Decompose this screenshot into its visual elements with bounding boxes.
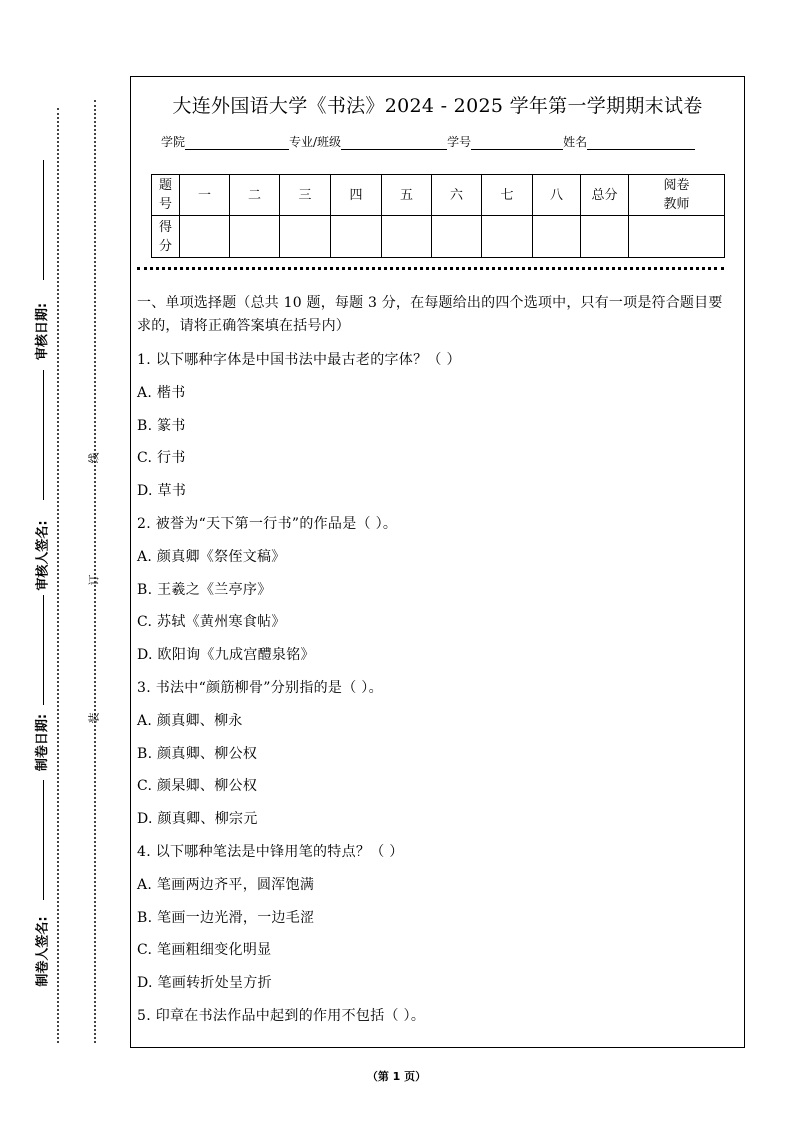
col-8: 八 [533,175,581,216]
answer-option: C. 行书 [137,450,186,467]
maker-sign-label: 制卷人签名: [35,916,51,987]
answer-option: B. 王羲之《兰亭序》 [137,581,272,598]
answer-option: D. 颜真卿、柳宗元 [137,811,258,828]
score-cell[interactable] [230,216,280,258]
answer-option: C. 笔画粗细变化明显 [137,942,272,959]
answer-option: C. 颜杲卿、柳公权 [137,778,258,795]
question-stem: 4. 以下哪种笔法是中锋用笔的特点？（ ） [137,843,404,860]
name-field[interactable] [587,137,695,150]
college-label: 学院 [161,135,186,149]
binding-dotted-line [94,100,96,1043]
col-2: 二 [230,175,280,216]
student-id-label: 学号 [447,135,472,149]
question-no-label: 题 号 [152,175,180,216]
binding-char-zhuang: 装 [87,712,101,724]
name-label: 姓名 [563,135,588,149]
score-cell[interactable] [581,216,629,258]
score-cell[interactable] [629,216,725,258]
answer-option: D. 草书 [137,483,187,500]
binding-char-ding: 订 [87,574,101,586]
col-total: 总分 [581,175,629,216]
score-cell[interactable] [432,216,482,258]
col-6: 六 [432,175,482,216]
score-value-row [152,216,725,258]
score-cell[interactable] [533,216,581,258]
make-date-label: 制卷日期: [35,713,51,772]
review-date-line [43,160,44,280]
answer-option: A. 颜真卿、柳永 [137,712,243,729]
answer-option: B. 笔画一边光滑，一边毛涩 [137,909,315,926]
score-cell[interactable] [482,216,533,258]
question-stem: 1. 以下哪种字体是中国书法中最古老的字体？（ ） [137,352,461,368]
col-1: 一 [180,175,230,216]
cut-dotted-line [57,108,59,1043]
answer-option: A. 楷书 [137,384,186,401]
question-stem: 2. 被誉为“天下第一行书”的作品是（ ）。 [137,515,398,532]
question-stem: 5. 印章在书法作品中起到的作用不包括（ ）。 [137,1007,426,1024]
question-stem: 3. 书法中“颜筋柳骨”分别指的是（ ）。 [137,679,383,696]
major-class-label: 专业/班级 [289,135,342,149]
score-label: 得 分 [152,216,180,258]
score-cell[interactable] [180,216,230,258]
reviewer-sign-line [43,370,44,500]
question-content [137,292,734,1033]
col-4: 四 [331,175,382,216]
binding-char-xian: 线 [87,452,101,464]
score-cell[interactable] [331,216,382,258]
major-class-field[interactable] [341,137,447,150]
score-cell[interactable] [280,216,331,258]
section-separator [137,267,724,270]
reviewer-sign-label: 审核人签名: [35,520,51,591]
exam-frame [130,76,745,1048]
page-number: （第 1 页） [366,1070,427,1083]
score-table [151,174,725,258]
score-cell[interactable] [382,216,432,258]
section-heading: 一、单项选择题（总共 10 题，每题 3 分，在每题给出的四个选项中，只有一项是符合题目要求的，请将正确答案填在括号内） [137,295,723,334]
maker-sign-line [43,780,44,900]
col-5: 五 [382,175,432,216]
student-id-field[interactable] [471,137,563,150]
score-header-row [152,175,725,216]
answer-option: C. 苏轼《黄州寒食帖》 [137,614,286,631]
student-info-row [161,133,695,150]
question-list [137,344,734,1033]
answer-option: D. 欧阳询《九成宫醴泉铭》 [137,647,315,664]
answer-option: A. 颜真卿《祭侄文稿》 [137,548,286,565]
answer-option: D. 笔画转折处呈方折 [137,975,272,992]
make-date-line [43,595,44,705]
col-grader: 阅卷 教师 [629,175,725,216]
answer-option: A. 笔画两边齐平，圆浑饱满 [137,876,315,893]
college-field[interactable] [185,137,289,150]
answer-option: B. 篆书 [137,417,186,434]
col-3: 三 [280,175,331,216]
review-date-label: 审核日期: [35,302,51,361]
exam-title: 大连外国语大学《书法》2024 - 2025 学年第一学期期末试卷 [172,95,703,117]
col-7: 七 [482,175,533,216]
answer-option: B. 颜真卿、柳公权 [137,745,258,762]
